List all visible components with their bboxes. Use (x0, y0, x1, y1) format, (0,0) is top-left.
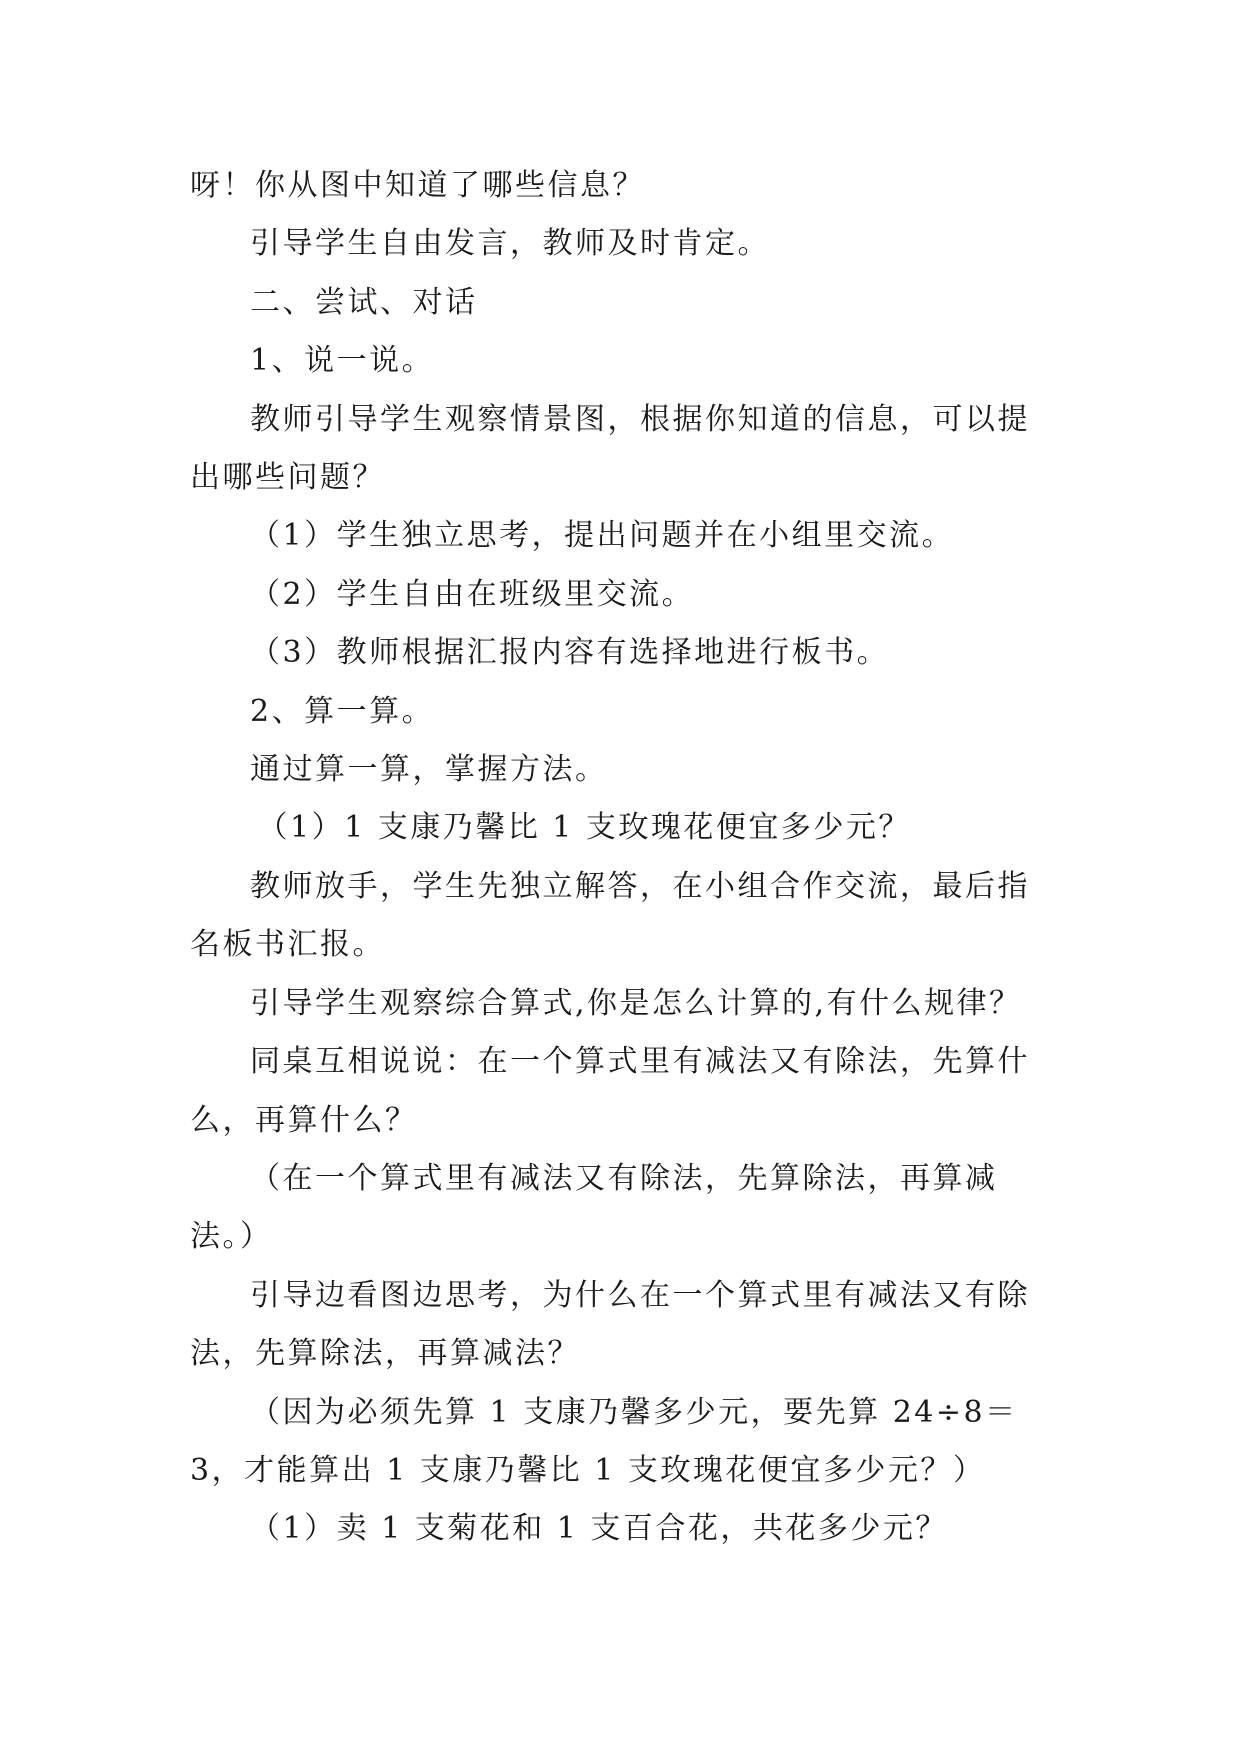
paragraph: （在一个算式里有减法又有除法，先算除法，再算减法。） (190, 1160, 998, 1255)
paragraph: 通过算一算，掌握方法。 (250, 752, 608, 788)
paragraph: 引导学生自由发言，教师及时肯定。 (250, 226, 770, 262)
section-heading: 二、尝试、对话 (250, 284, 478, 320)
list-item: （1）1 支康乃馨比 1 支玫瑰花便宜多少元？ (257, 810, 911, 846)
paragraph: 教师引导学生观察情景图，根据你知道的信息，可以提出哪些问题？ (190, 401, 1030, 496)
paragraph: （因为必须先算 1 支康乃馨多少元，要先算 24÷8＝3，才能算出 1 支康乃馨比 1 支玫瑰花便宜多少元？） (190, 1394, 1018, 1488)
subsection-heading: 1、说一说。 (250, 343, 435, 379)
paragraph: 引导学生观察综合算式,你是怎么计算的,有什么规律？ (250, 985, 1022, 1021)
list-item: （3）教师根据汇报内容有选择地进行板书。 (250, 635, 890, 671)
paragraph: 教师放手，学生先独立解答，在小组合作交流，最后指名板书汇报。 (190, 868, 1030, 963)
paragraph: 引导边看图边思考，为什么在一个算式里有减法又有除法，先算除法，再算减法？ (190, 1277, 1030, 1372)
paragraph: 呀！你从图中知道了哪些信息？ (190, 168, 645, 203)
document-body (190, 157, 1050, 1559)
list-item: （1）学生独立思考，提出问题并在小组里交流。 (250, 518, 955, 554)
list-item: （2）学生自由在班级里交流。 (250, 576, 695, 612)
list-item: （1）卖 1 支菊花和 1 支百合花，共花多少元？ (250, 1511, 948, 1547)
paragraph: 同桌互相说说：在一个算式里有减法又有除法，先算什么，再算什么？ (190, 1044, 1030, 1138)
subsection-heading: 2、算一算。 (250, 693, 435, 729)
